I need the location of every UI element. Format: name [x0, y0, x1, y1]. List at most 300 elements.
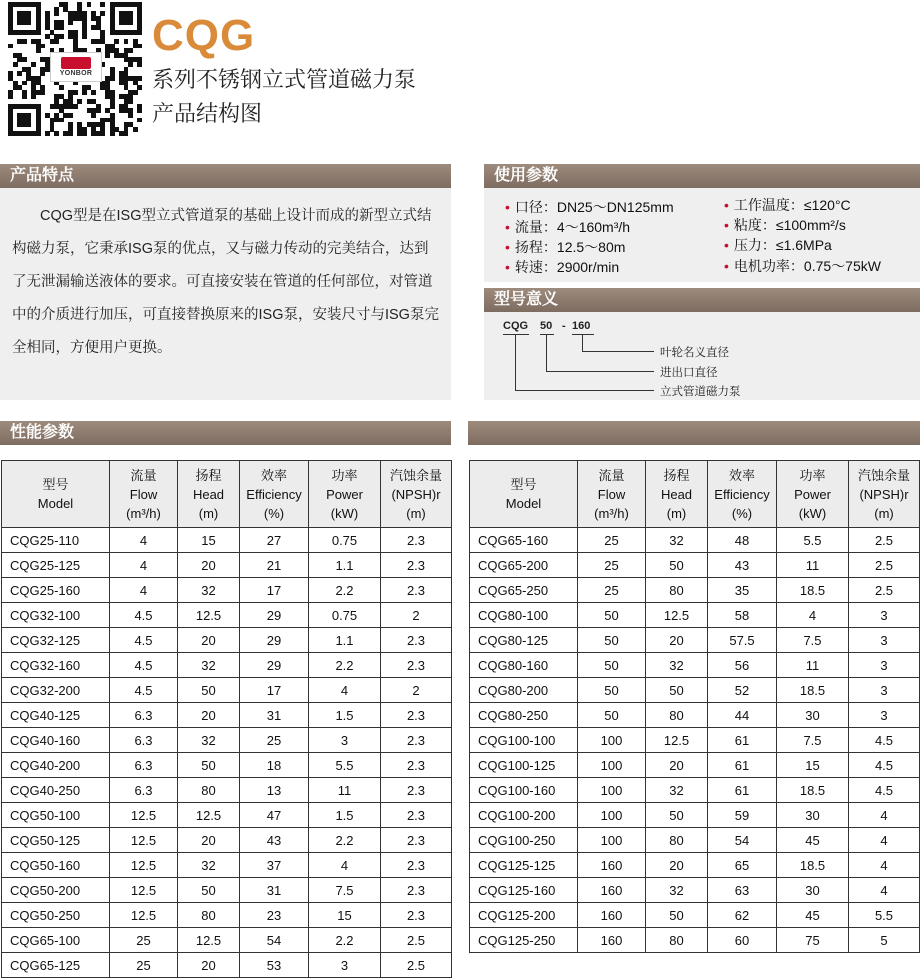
qr-module — [110, 2, 115, 7]
table-row — [470, 678, 920, 703]
value-cell: 100 — [578, 778, 646, 803]
value-cell: 50 — [578, 703, 646, 728]
value-cell: 4 — [777, 603, 849, 628]
column-header — [309, 461, 381, 528]
qr-module — [36, 48, 41, 53]
qr-module — [96, 122, 101, 127]
qr-module — [36, 90, 41, 95]
qr-module — [105, 76, 110, 81]
qr-module — [77, 99, 82, 104]
qr-module — [22, 113, 27, 118]
qr-module — [17, 53, 22, 58]
value-cell: 3 — [849, 678, 920, 703]
value-cell: 18.5 — [777, 678, 849, 703]
qr-module — [22, 11, 27, 16]
qr-module — [137, 108, 142, 113]
value-cell: 60 — [708, 928, 777, 953]
value-cell: 160 — [578, 853, 646, 878]
qr-module — [124, 16, 129, 21]
qr-module — [54, 118, 59, 123]
qr-module — [68, 90, 73, 95]
qr-module — [50, 118, 55, 123]
qr-module — [63, 131, 68, 136]
value-cell: 50 — [578, 653, 646, 678]
value-cell: 15 — [178, 528, 240, 553]
qr-module — [105, 90, 110, 95]
qr-module — [59, 2, 64, 7]
value-cell: 32 — [178, 578, 240, 603]
qr-module — [8, 131, 13, 136]
qr-module — [82, 34, 87, 39]
qr-module — [54, 20, 59, 25]
qr-module — [110, 76, 115, 81]
qr-module — [110, 90, 115, 95]
qr-module — [100, 39, 105, 44]
qr-module — [91, 39, 96, 44]
table-row — [470, 903, 920, 928]
qr-module — [128, 2, 133, 7]
model-cell: CQG125-200 — [470, 903, 578, 928]
column-header-line: (NPSH)r — [859, 486, 909, 502]
qr-module — [40, 90, 45, 95]
qr-module — [26, 16, 31, 21]
table-row — [470, 803, 920, 828]
leader-line — [546, 334, 547, 371]
qr-module — [17, 122, 22, 127]
qr-module — [8, 113, 13, 118]
model-code-c: 160 — [572, 320, 591, 332]
column-header-line: 扬程 — [663, 467, 690, 483]
qr-module — [22, 118, 27, 123]
value-cell: 80 — [646, 578, 708, 603]
qr-module — [91, 99, 96, 104]
qr-module — [36, 118, 41, 123]
table-row — [2, 728, 452, 753]
value-cell: 32 — [646, 528, 708, 553]
qr-module — [68, 30, 73, 35]
model-cell: CQG40-250 — [2, 778, 110, 803]
qr-module — [124, 122, 129, 127]
param-item: • 扬程：12.5～80m — [505, 239, 626, 255]
value-cell: 32 — [646, 878, 708, 903]
value-cell: 12.5 — [110, 828, 178, 853]
model-cell: CQG125-160 — [470, 878, 578, 903]
value-cell: 2.3 — [381, 903, 452, 928]
column-header — [110, 461, 178, 528]
column-header-line: 流量 — [130, 467, 157, 483]
value-cell: 23 — [240, 903, 309, 928]
qr-module — [22, 30, 27, 35]
qr-module — [137, 118, 142, 123]
value-cell: 2.3 — [381, 878, 452, 903]
qr-module — [68, 99, 73, 104]
qr-module — [45, 113, 50, 118]
value-cell: 2.3 — [381, 728, 452, 753]
qr-module — [105, 81, 110, 86]
qr-module — [110, 7, 115, 12]
qr-module — [110, 127, 115, 132]
model-code-b: 50 — [540, 320, 553, 332]
column-header-line: (m) — [874, 505, 894, 521]
qr-module — [22, 57, 27, 62]
value-cell: 50 — [646, 553, 708, 578]
qr-module — [82, 90, 87, 95]
qr-module — [128, 76, 133, 81]
qr-module — [36, 39, 41, 44]
qr-module — [133, 39, 138, 44]
qr-module — [36, 16, 41, 21]
qr-module — [128, 16, 133, 21]
qr-module — [137, 76, 142, 81]
column-header-line: 扬程 — [195, 467, 222, 483]
value-cell: 4 — [110, 528, 178, 553]
qr-module — [124, 127, 129, 132]
qr-module — [22, 90, 27, 95]
model-cell: CQG80-160 — [470, 653, 578, 678]
qr-module — [68, 104, 73, 109]
value-cell: 37 — [240, 853, 309, 878]
qr-module — [82, 11, 87, 16]
model-cell: CQG80-250 — [470, 703, 578, 728]
qr-module — [137, 85, 142, 90]
value-cell: 30 — [777, 878, 849, 903]
value-cell: 11 — [777, 553, 849, 578]
table-row — [470, 828, 920, 853]
column-header-line: Head — [660, 486, 693, 502]
value-cell: 2 — [381, 678, 452, 703]
column-header-line: Flow — [129, 486, 158, 502]
table-row — [470, 553, 920, 578]
qr-module — [31, 81, 36, 86]
qr-module — [8, 104, 13, 109]
qr-module — [54, 25, 59, 30]
qr-module — [17, 131, 22, 136]
qr-module — [82, 16, 87, 21]
value-cell: 61 — [708, 778, 777, 803]
value-cell: 5 — [849, 928, 920, 953]
qr-module — [17, 118, 22, 123]
qr-module — [17, 16, 22, 21]
table-row — [2, 653, 452, 678]
leader-line — [515, 390, 654, 391]
qr-module — [8, 94, 13, 99]
qr-module — [110, 20, 115, 25]
qr-module — [8, 11, 13, 16]
logo-text: YONBOR — [59, 70, 93, 77]
table-row — [2, 703, 452, 728]
qr-module — [137, 20, 142, 25]
table-row — [2, 553, 452, 578]
qr-module — [137, 25, 142, 30]
value-cell: 2.5 — [849, 578, 920, 603]
value-cell: 25 — [110, 928, 178, 953]
qr-module — [26, 122, 31, 127]
qr-module — [119, 94, 124, 99]
qr-module — [133, 2, 138, 7]
qr-module — [22, 2, 27, 7]
value-cell: 50 — [178, 753, 240, 778]
qr-module — [114, 2, 119, 7]
table-row — [2, 528, 452, 553]
qr-module — [26, 118, 31, 123]
qr-module — [73, 30, 78, 35]
product-subtitle-2: 产品结构图 — [152, 101, 263, 126]
value-cell: 18.5 — [777, 778, 849, 803]
value-cell: 2.3 — [381, 578, 452, 603]
value-cell: 50 — [646, 903, 708, 928]
value-cell: 12.5 — [178, 603, 240, 628]
qr-module — [26, 2, 31, 7]
qr-module — [82, 30, 87, 35]
qr-module — [133, 57, 138, 62]
value-cell: 20 — [178, 628, 240, 653]
value-cell: 20 — [646, 628, 708, 653]
qr-module — [128, 90, 133, 95]
qr-module — [77, 11, 82, 16]
value-cell: 2.3 — [381, 553, 452, 578]
model-cell: CQG50-160 — [2, 853, 110, 878]
qr-module — [26, 71, 31, 76]
value-cell: 32 — [178, 853, 240, 878]
value-cell: 56 — [708, 653, 777, 678]
qr-module — [137, 7, 142, 12]
value-cell: 4 — [110, 553, 178, 578]
qr-module — [17, 11, 22, 16]
model-cell: CQG125-250 — [470, 928, 578, 953]
value-cell: 100 — [578, 803, 646, 828]
table-row — [470, 578, 920, 603]
value-cell: 52 — [708, 678, 777, 703]
table-row — [470, 878, 920, 903]
qr-module — [8, 90, 13, 95]
qr-module — [22, 67, 27, 72]
qr-module — [114, 127, 119, 132]
value-cell: 35 — [708, 578, 777, 603]
qr-module — [124, 71, 129, 76]
qr-module — [68, 113, 73, 118]
qr-module — [40, 71, 45, 76]
table-row — [2, 828, 452, 853]
qr-module — [110, 16, 115, 21]
value-cell: 1.5 — [309, 703, 381, 728]
qr-module — [82, 85, 87, 90]
table-row — [470, 778, 920, 803]
qr-module — [124, 99, 129, 104]
model-cell: CQG100-100 — [470, 728, 578, 753]
qr-module — [68, 131, 73, 136]
qr-module — [119, 108, 124, 113]
model-meaning-header: 型号意义 — [484, 288, 920, 312]
column-header-line: 功率 — [799, 467, 826, 483]
value-cell: 32 — [646, 653, 708, 678]
qr-module — [105, 44, 110, 49]
value-cell: 58 — [708, 603, 777, 628]
qr-module — [124, 11, 129, 16]
value-cell: 2.5 — [381, 953, 452, 978]
qr-module — [26, 20, 31, 25]
qr-module — [68, 94, 73, 99]
qr-module — [128, 62, 133, 67]
qr-module — [73, 16, 78, 21]
qr-module — [114, 48, 119, 53]
value-cell: 12.5 — [178, 803, 240, 828]
value-cell: 50 — [578, 603, 646, 628]
qr-module — [36, 20, 41, 25]
qr-module — [13, 30, 18, 35]
value-cell: 6.3 — [110, 703, 178, 728]
value-cell: 63 — [708, 878, 777, 903]
qr-module — [87, 99, 92, 104]
qr-module — [119, 2, 124, 7]
qr-module — [31, 30, 36, 35]
qr-module — [119, 104, 124, 109]
column-header — [381, 461, 452, 528]
qr-module — [110, 113, 115, 118]
model-cell: CQG65-200 — [470, 553, 578, 578]
value-cell: 2.3 — [381, 753, 452, 778]
table-row — [2, 903, 452, 928]
value-cell: 53 — [240, 953, 309, 978]
table-row — [2, 778, 452, 803]
value-cell: 50 — [646, 678, 708, 703]
column-header-line: Efficiency — [246, 486, 302, 502]
qr-module — [26, 67, 31, 72]
qr-module — [68, 20, 73, 25]
code-c-underline — [572, 334, 594, 335]
table-row — [2, 803, 452, 828]
value-cell: 20 — [178, 828, 240, 853]
qr-module — [45, 131, 50, 136]
qr-module — [77, 7, 82, 12]
qr-module — [82, 25, 87, 30]
value-cell: 4.5 — [849, 753, 920, 778]
qr-module — [31, 39, 36, 44]
qr-module — [17, 2, 22, 7]
qr-module — [13, 53, 18, 58]
column-header-line: Power — [326, 486, 363, 502]
qr-module — [8, 44, 13, 49]
qr-module — [54, 131, 59, 136]
column-header-line: 流量 — [598, 467, 625, 483]
qr-module — [100, 131, 105, 136]
qr-module — [96, 39, 101, 44]
value-cell: 2.3 — [381, 528, 452, 553]
column-header-line: (m³/h) — [126, 505, 161, 521]
value-cell: 12.5 — [646, 603, 708, 628]
table-row — [2, 753, 452, 778]
qr-module — [124, 20, 129, 25]
qr-module — [77, 16, 82, 21]
value-cell: 2.3 — [381, 853, 452, 878]
qr-module — [96, 16, 101, 21]
qr-module — [8, 7, 13, 12]
model-cell: CQG25-110 — [2, 528, 110, 553]
qr-module — [31, 2, 36, 7]
qr-module — [40, 67, 45, 72]
qr-module — [110, 71, 115, 76]
value-cell: 1.1 — [309, 553, 381, 578]
qr-module — [105, 85, 110, 90]
qr-module — [82, 127, 87, 132]
qr-code — [8, 2, 142, 136]
qr-module — [26, 76, 31, 81]
qr-module — [124, 57, 129, 62]
value-cell: 3 — [849, 703, 920, 728]
qr-module — [54, 113, 59, 118]
column-header-line: Head — [192, 486, 225, 502]
value-cell: 7.5 — [309, 878, 381, 903]
value-cell: 4 — [849, 878, 920, 903]
column-header-line: 汽蚀余量 — [857, 467, 910, 483]
leader-line — [582, 334, 583, 351]
value-cell: 48 — [708, 528, 777, 553]
logo-mark-icon — [61, 57, 91, 69]
performance-table-right — [469, 460, 920, 953]
value-cell: 7.5 — [777, 628, 849, 653]
value-cell: 2.3 — [381, 778, 452, 803]
qr-module — [124, 67, 129, 72]
value-cell: 30 — [777, 803, 849, 828]
value-cell: 1.5 — [309, 803, 381, 828]
qr-module — [91, 90, 96, 95]
value-cell: 50 — [178, 878, 240, 903]
qr-module — [26, 30, 31, 35]
value-cell: 57.5 — [708, 628, 777, 653]
table-header-row — [470, 461, 920, 528]
qr-module — [22, 20, 27, 25]
qr-module — [73, 90, 78, 95]
value-cell: 20 — [646, 753, 708, 778]
model-cell: CQG50-125 — [2, 828, 110, 853]
qr-module — [128, 20, 133, 25]
value-cell: 2.2 — [309, 578, 381, 603]
value-cell: 29 — [240, 628, 309, 653]
qr-module — [91, 16, 96, 21]
qr-module — [31, 90, 36, 95]
qr-module — [31, 131, 36, 136]
value-cell: 17 — [240, 578, 309, 603]
param-item: • 转速：2900r/min — [505, 259, 620, 275]
qr-module — [119, 16, 124, 21]
value-cell: 160 — [578, 903, 646, 928]
qr-module — [110, 48, 115, 53]
value-cell: 25 — [240, 728, 309, 753]
qr-module — [128, 108, 133, 113]
qr-module — [124, 131, 129, 136]
code-a-underline — [503, 334, 529, 335]
table-body — [470, 528, 920, 953]
qr-module — [13, 62, 18, 67]
qr-module — [17, 71, 22, 76]
qr-module — [124, 81, 129, 86]
qr-module — [119, 71, 124, 76]
value-cell: 6.3 — [110, 728, 178, 753]
value-cell: 75 — [777, 928, 849, 953]
qr-module — [31, 94, 36, 99]
qr-module — [31, 62, 36, 67]
qr-module — [119, 81, 124, 86]
qr-module — [100, 34, 105, 39]
qr-module — [133, 76, 138, 81]
table-row — [2, 628, 452, 653]
value-cell: 0.75 — [309, 603, 381, 628]
qr-module — [110, 131, 115, 136]
qr-module — [36, 2, 41, 7]
product-subtitle: 系列不锈钢立式管道磁力泵 — [152, 67, 417, 92]
qr-module — [17, 113, 22, 118]
qr-module — [59, 85, 64, 90]
model-cell: CQG40-160 — [2, 728, 110, 753]
